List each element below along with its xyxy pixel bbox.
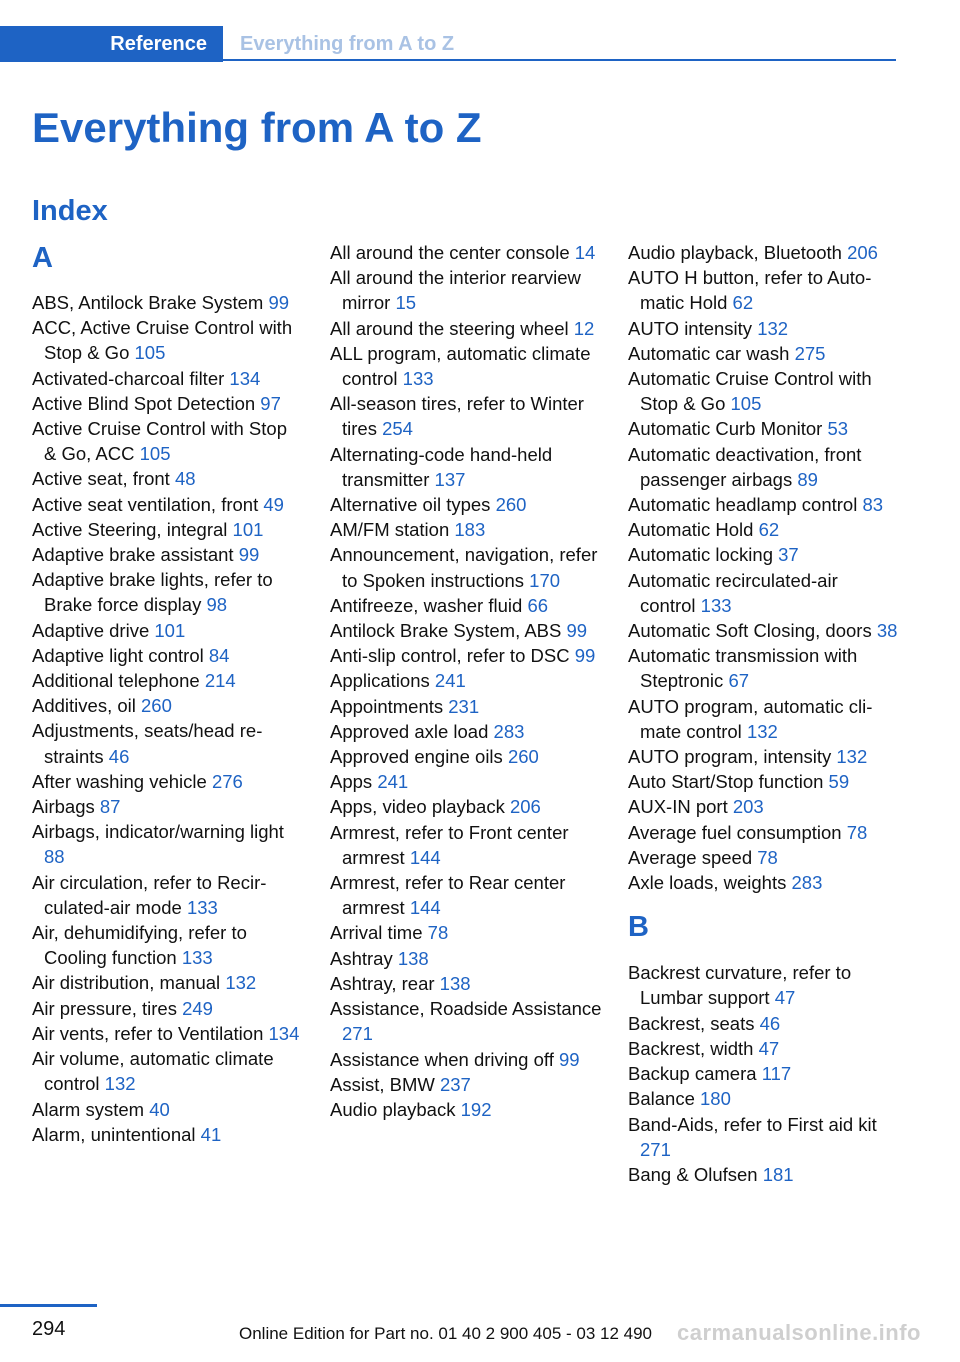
page-reference-link[interactable]: 88 xyxy=(44,846,65,868)
index-entry-text: Airbags, indicator/warning light xyxy=(32,821,284,843)
index-entry xyxy=(32,366,304,391)
index-entry-text: Air pressure, tires xyxy=(32,997,177,1019)
index-entry xyxy=(330,769,602,794)
index-entry-text: Balance xyxy=(628,1088,695,1110)
index-entry-text: Adjustments, seats/head restraints xyxy=(32,720,263,767)
page-reference-link[interactable]: 133 xyxy=(186,896,218,918)
index-entry xyxy=(628,870,898,895)
page-reference-link[interactable]: 67 xyxy=(728,670,750,692)
index-entry xyxy=(330,971,602,996)
watermark: carmanualsonline.info xyxy=(677,1320,921,1345)
index-entry xyxy=(628,1011,898,1036)
index-entry xyxy=(628,416,898,441)
index-entry-text: Average speed xyxy=(628,846,753,868)
index-entry xyxy=(32,920,304,970)
index-entry xyxy=(330,593,602,618)
index-entry xyxy=(628,1086,898,1111)
index-entry xyxy=(330,870,602,920)
footer-rule xyxy=(0,1304,97,1307)
index-entry xyxy=(32,492,304,517)
page-reference-link[interactable]: 98 xyxy=(206,594,228,616)
index-entry-text: ALL program, automatic climate control xyxy=(330,342,591,390)
page-reference-link[interactable]: 132 xyxy=(746,720,778,742)
index-entry xyxy=(330,794,602,819)
index-entry xyxy=(330,265,602,315)
running-header xyxy=(0,26,896,62)
index-entry-text: Alternating-code hand-held transmitter xyxy=(330,443,553,490)
page-reference-link[interactable]: 249 xyxy=(182,997,213,1019)
index-entry-text: All-season tires, refer to Winter tires xyxy=(330,393,584,440)
index-entry-text: Active Blind Spot Detection xyxy=(32,392,256,414)
index-entry xyxy=(32,996,304,1021)
page-reference-link[interactable]: 46 xyxy=(759,1012,781,1034)
index-entry xyxy=(628,341,898,366)
index-entry xyxy=(628,1061,898,1086)
index-entry-text: AUTO program, intensity xyxy=(628,746,832,768)
index-entry xyxy=(330,946,602,971)
index-entry-text: Air, dehumidifying, refer to Cooling function xyxy=(32,922,247,969)
index-entry xyxy=(32,769,304,794)
index-entry xyxy=(330,920,602,945)
page-reference-link[interactable]: 117 xyxy=(761,1063,792,1085)
page-reference-link[interactable]: 78 xyxy=(427,922,449,944)
page-reference-link[interactable]: 99 xyxy=(558,1048,580,1070)
index-entry xyxy=(32,1046,304,1096)
page-reference-link[interactable]: 97 xyxy=(260,392,281,414)
index-entry xyxy=(32,1021,304,1046)
index-entry xyxy=(628,643,898,693)
index-entry xyxy=(330,1097,602,1122)
index-entry-text: Active seat ventilation, front xyxy=(32,493,259,515)
page-reference-link[interactable]: 105 xyxy=(139,443,171,465)
page-reference-link[interactable]: 144 xyxy=(409,846,441,868)
index-entry-text: Automatic Hold xyxy=(628,519,754,541)
index-entry xyxy=(628,820,898,845)
index-entry xyxy=(330,542,602,592)
index-entry-text: Automatic Cruise Control with Stop & Go xyxy=(628,368,872,415)
page-reference-link[interactable]: 12 xyxy=(573,317,595,339)
index-entry xyxy=(628,960,898,1010)
index-entry-text: AM/FM station xyxy=(330,519,450,541)
index-entry-text: Backup camera xyxy=(628,1063,757,1085)
index-entry-text: Active Steering, integral xyxy=(32,518,228,540)
header-chapter-title: Everything from A to Z xyxy=(240,33,455,55)
page-reference-link[interactable]: 78 xyxy=(846,821,868,843)
page-reference-link[interactable]: 101 xyxy=(154,619,186,641)
page-reference-link[interactable]: 83 xyxy=(862,494,884,516)
index-entry xyxy=(330,643,602,668)
page-reference-link[interactable]: 170 xyxy=(529,569,561,591)
index-entry-text: Armrest, refer to Rear center armrest xyxy=(330,872,566,919)
index-entry-text: Armrest, refer to Front center armrest xyxy=(330,821,569,868)
index-entry-text: Alarm, unintentional xyxy=(32,1123,196,1145)
index-entry-text: Axle loads, weights xyxy=(628,872,787,894)
page-reference-link[interactable]: 53 xyxy=(827,418,849,440)
index-entry xyxy=(330,744,602,769)
index-entry xyxy=(628,265,898,315)
index-entry-text: Audio playback, Bluetooth xyxy=(628,242,842,263)
index-entry-text: Assist, BMW xyxy=(330,1073,435,1095)
page-reference-link[interactable]: 132 xyxy=(104,1073,136,1095)
index-entry xyxy=(32,466,304,491)
index-entry xyxy=(32,391,304,416)
index-entry xyxy=(628,794,898,819)
index-entry-text: Automatic Curb Monitor xyxy=(628,418,823,440)
index-entry xyxy=(330,668,602,693)
page-reference-link[interactable]: 47 xyxy=(758,1037,780,1059)
index-entry-text: Assistance, Roadside Assistance xyxy=(330,998,602,1020)
page-number: 294 xyxy=(32,1318,66,1340)
page-reference-link[interactable]: 144 xyxy=(409,897,441,919)
page-reference-link[interactable]: 133 xyxy=(700,594,732,616)
page-reference-link[interactable]: 138 xyxy=(439,972,471,994)
page-reference-link[interactable]: 46 xyxy=(108,745,130,767)
index-entry xyxy=(628,618,898,643)
page-reference-link[interactable]: 14 xyxy=(574,242,596,263)
index-entry-text: Backrest curvature, refer to Lumbar support xyxy=(628,962,852,1009)
page-reference-link[interactable]: 254 xyxy=(382,418,413,440)
page-reference-link[interactable]: 271 xyxy=(342,1023,373,1045)
index-column-3 xyxy=(628,240,898,1187)
index-entry-text: All around the steering wheel xyxy=(330,317,569,339)
page-reference-link[interactable]: 180 xyxy=(700,1088,731,1110)
index-entry-text: Active Cruise Control with Stop & Go, ACC xyxy=(32,418,287,465)
index-entry-text: AUX-IN port xyxy=(628,796,728,818)
index-entry xyxy=(628,1112,898,1162)
index-entry-text: Air circulation, refer to Recirculated-air mode xyxy=(32,871,267,918)
index-entry-text: After washing vehicle xyxy=(32,770,207,792)
page-reference-link[interactable]: 132 xyxy=(757,317,789,339)
index-entry-text: Ashtray xyxy=(330,947,393,969)
index-entry xyxy=(330,341,602,391)
index-entry xyxy=(32,517,304,542)
page-reference-link[interactable]: 133 xyxy=(181,947,213,969)
index-entry xyxy=(628,542,898,567)
index-entry xyxy=(330,442,602,492)
page-reference-link[interactable]: 40 xyxy=(149,1098,170,1120)
index-entry xyxy=(330,240,602,265)
index-entry xyxy=(330,820,602,870)
index-entry xyxy=(628,744,898,769)
page-reference-link[interactable]: 276 xyxy=(211,770,243,792)
page-title: Everything from A to Z xyxy=(32,104,482,151)
page-reference-link[interactable]: 275 xyxy=(794,342,826,364)
index-entry xyxy=(32,718,304,768)
page-reference-link[interactable]: 137 xyxy=(434,468,466,490)
index-entry-text: Automatic Soft Closing, doors xyxy=(628,620,872,642)
page-reference-link[interactable]: 132 xyxy=(225,972,257,994)
index-entry xyxy=(628,366,898,416)
index-entry-text: Air volume, automatic climate control xyxy=(32,1048,274,1095)
page-reference-link[interactable]: 66 xyxy=(527,594,549,616)
index-entry-text: Additives, oil xyxy=(32,695,136,717)
index-entry xyxy=(628,1162,898,1187)
index-entry-text: AUTO H button, refer to Automatic Hold xyxy=(628,267,872,314)
page-reference-link[interactable]: 38 xyxy=(876,620,898,642)
footer-edition-text: Online Edition for Part no. 01 40 2 900 405 - 03 12 490 xyxy=(239,1324,653,1343)
page-reference-link[interactable]: 59 xyxy=(828,771,850,793)
index-entry xyxy=(330,517,602,542)
index-entry-text: Announcement, navigation, refer to Spoken instructions xyxy=(330,544,598,591)
index-entry xyxy=(32,693,304,718)
index-entry-text: Anti-slip control, refer to DSC xyxy=(330,645,570,667)
index-entry xyxy=(628,442,898,492)
page-reference-link[interactable]: 101 xyxy=(232,518,264,540)
index-entry xyxy=(32,970,304,995)
index-entry xyxy=(330,694,602,719)
page-reference-link[interactable]: 206 xyxy=(847,242,878,263)
index-entry-text: Additional telephone xyxy=(32,670,200,692)
page-reference-link[interactable]: 89 xyxy=(797,468,818,490)
index-entry xyxy=(330,391,602,441)
index-entry-text: Air distribution, manual xyxy=(32,972,221,994)
index-entry-text: Active seat, front xyxy=(32,468,170,490)
header-section-label: Reference xyxy=(0,26,223,62)
page-reference-link[interactable]: 99 xyxy=(238,544,260,566)
index-entry xyxy=(628,316,898,341)
page-reference-link[interactable]: 134 xyxy=(268,1022,300,1044)
index-entry-text: All around the center console xyxy=(330,242,570,263)
index-entry xyxy=(628,492,898,517)
page-reference-link[interactable]: 78 xyxy=(757,846,778,868)
index-entry-text: Approved engine oils xyxy=(330,746,503,768)
index-entry xyxy=(32,643,304,668)
index-entry-text: Backrest, seats xyxy=(628,1012,755,1034)
page-reference-link[interactable]: 271 xyxy=(640,1138,671,1160)
index-entry xyxy=(32,542,304,567)
page-reference-link[interactable]: 87 xyxy=(99,796,121,818)
page-reference-link[interactable]: 214 xyxy=(204,670,236,692)
index-entry-text: Airbags xyxy=(32,796,95,818)
index-entry-text: Apps xyxy=(330,771,373,793)
index-entry xyxy=(330,719,602,744)
index-entry xyxy=(32,1097,304,1122)
index-entry xyxy=(32,618,304,643)
index-entry xyxy=(32,290,304,315)
index-entry-text: Average fuel consumption xyxy=(628,821,842,843)
index-entry xyxy=(628,1036,898,1061)
page-reference-link[interactable]: 41 xyxy=(200,1123,222,1145)
index-entry-text: Automatic recirculated-air control xyxy=(628,569,838,616)
index-entry-text: Adaptive light control xyxy=(32,644,204,666)
page-reference-link[interactable]: 62 xyxy=(758,519,780,541)
index-letter-heading: A xyxy=(32,242,53,274)
index-entry-text: All around the interior rearview mirror xyxy=(330,267,581,314)
index-entry xyxy=(628,769,898,794)
index-entry-text: Activated-charcoal filter xyxy=(32,367,225,389)
index-entry xyxy=(628,240,898,265)
index-entry-text: ABS, Antilock Brake System xyxy=(32,292,264,313)
index-entry-text: Bang & Olufsen xyxy=(628,1163,758,1185)
index-entry xyxy=(330,316,602,341)
page-reference-link[interactable]: 37 xyxy=(778,544,799,566)
page-reference-link[interactable]: 283 xyxy=(791,872,823,894)
index-entry-text: Approved axle load xyxy=(330,720,489,742)
page-reference-link[interactable]: 183 xyxy=(454,519,486,541)
page-reference-link[interactable]: 105 xyxy=(134,342,166,364)
index-entry xyxy=(32,794,304,819)
index-entry xyxy=(32,1122,304,1147)
page-reference-link[interactable]: 134 xyxy=(229,367,261,389)
index-entry-text: Antifreeze, washer fluid xyxy=(330,594,523,616)
page-reference-link[interactable]: 47 xyxy=(774,987,796,1009)
index-entry-text: Automatic car wash xyxy=(628,342,790,364)
index-entry-text: AUTO intensity xyxy=(628,317,753,339)
index-entry-text: Antilock Brake System, ABS xyxy=(330,620,562,642)
page-reference-link[interactable]: 181 xyxy=(762,1163,794,1185)
index-entry-text: AUTO program, automatic climate control xyxy=(628,695,873,742)
index-column-1 xyxy=(32,240,304,1147)
index-entry xyxy=(628,845,898,870)
index-entry-text: Assistance when driving off xyxy=(330,1048,554,1070)
index-entry-text: Automatic transmission with Steptronic xyxy=(628,645,858,692)
index-entry-text: Ashtray, rear xyxy=(330,972,435,994)
header-rule xyxy=(223,59,896,61)
index-entry-text: Automatic locking xyxy=(628,544,773,566)
index-entry-text: Apps, video playback xyxy=(330,796,505,818)
index-entry xyxy=(32,416,304,466)
index-entry xyxy=(330,1072,602,1097)
index-entry xyxy=(628,568,898,618)
page-reference-link[interactable]: 260 xyxy=(495,494,527,516)
page-reference-link[interactable]: 99 xyxy=(566,620,588,642)
page-reference-link[interactable]: 99 xyxy=(268,292,290,313)
page-reference-link[interactable]: 84 xyxy=(208,644,230,666)
index-entry-text: Auto Start/Stop function xyxy=(628,771,824,793)
index-entry xyxy=(330,1047,602,1072)
index-entry xyxy=(330,996,602,1046)
index-entry xyxy=(32,870,304,920)
index-entry-text: Alarm system xyxy=(32,1098,145,1120)
index-entry xyxy=(330,618,602,643)
index-entry-text: Applications xyxy=(330,670,430,692)
index-entry xyxy=(32,567,304,617)
index-entry xyxy=(628,517,898,542)
page-reference-link[interactable]: 132 xyxy=(836,746,868,768)
index-entry-text: Adaptive drive xyxy=(32,619,150,641)
index-entry-text: Adaptive brake lights, refer to Brake force display xyxy=(32,569,273,616)
index-letter-heading: B xyxy=(628,911,649,944)
index-entry-text: Appointments xyxy=(330,695,444,717)
page-reference-link[interactable]: 237 xyxy=(439,1073,471,1095)
index-heading: Index xyxy=(32,195,108,227)
page-reference-link[interactable]: 231 xyxy=(448,695,480,717)
index-entry-text: Automatic deactivation, front passenger airbags xyxy=(628,443,862,490)
index-entry-text: Audio playback xyxy=(330,1098,456,1120)
index-entry-text: Air vents, refer to Ventilation xyxy=(32,1022,264,1044)
page-reference-link[interactable]: 15 xyxy=(395,292,417,314)
page-reference-link[interactable]: 241 xyxy=(377,771,409,793)
page-reference-link[interactable]: 105 xyxy=(730,393,762,415)
page-reference-link[interactable]: 138 xyxy=(397,947,429,969)
index-entry xyxy=(330,492,602,517)
index-entry xyxy=(628,694,898,744)
index-entry-text: Automatic headlamp control xyxy=(628,494,858,516)
index-entry xyxy=(32,315,304,365)
page-reference-link[interactable]: 241 xyxy=(434,670,466,692)
page-reference-link[interactable]: 48 xyxy=(174,468,196,490)
page-reference-link[interactable]: 206 xyxy=(509,796,541,818)
index-entry xyxy=(32,668,304,693)
page-reference-link[interactable]: 192 xyxy=(460,1098,492,1120)
index-column-2 xyxy=(330,240,602,1122)
page-reference-link[interactable]: 49 xyxy=(263,493,284,515)
index-entry-text: Arrival time xyxy=(330,922,423,944)
page-reference-link[interactable]: 260 xyxy=(507,746,539,768)
page-reference-link[interactable]: 133 xyxy=(402,368,434,390)
page-reference-link[interactable]: 260 xyxy=(141,695,172,717)
index-entry-text: Backrest, width xyxy=(628,1037,754,1059)
index-entry-text: Adaptive brake assistant xyxy=(32,544,234,566)
page-reference-link[interactable]: 99 xyxy=(574,645,596,667)
page-reference-link[interactable]: 203 xyxy=(732,796,764,818)
index-entry-text: Alternative oil types xyxy=(330,494,491,516)
index-entry-text: ACC, Active Cruise Control with Stop & Go xyxy=(32,317,293,364)
page-reference-link[interactable]: 62 xyxy=(732,292,754,314)
index-entry-text: Band-Aids, refer to First aid kit xyxy=(628,1113,877,1135)
page-reference-link[interactable]: 283 xyxy=(493,720,525,742)
index-entry xyxy=(32,819,304,869)
